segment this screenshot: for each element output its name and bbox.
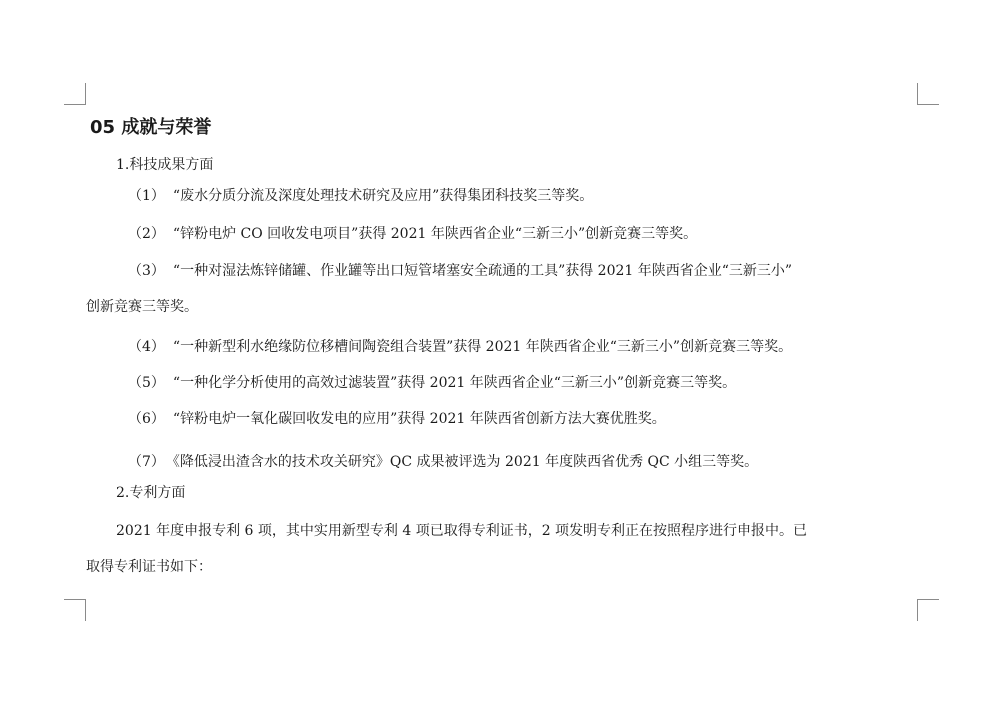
item-number: （6）: [128, 411, 165, 427]
crop-mark-top-left-h: [64, 104, 86, 105]
item-number: （7）: [128, 454, 165, 470]
item-number: （2）: [128, 226, 165, 242]
item-number: （5）: [128, 375, 165, 391]
tech-item-3: [128, 261, 792, 281]
item-text: “一种化学分析使用的高效过滤装置”获得 2021 年陕西省企业“三新三小”创新竞赛三等奖。: [172, 375, 737, 391]
crop-mark-top-left-v: [85, 83, 86, 105]
item-number: （3）: [128, 263, 165, 279]
item-text: 《降低浸出渣含水的技术攻关研究》QC 成果被评选为 2021 年度陕西省优秀 QC 小组三等奖。: [172, 454, 759, 470]
item-number: （1）: [128, 188, 165, 204]
patent-heading: 2.专利方面: [116, 485, 186, 501]
crop-mark-top-right-v: [917, 83, 918, 105]
section-title: 成就与荣誉: [121, 117, 212, 138]
crop-mark-bottom-right-h: [917, 599, 939, 600]
item-text: “锌粉电炉一氧化碳回收发电的应用”获得 2021 年陕西省创新方法大赛优胜奖。: [172, 411, 666, 427]
section-number: 05: [90, 117, 116, 138]
item-text: “废水分质分流及深度处理技术研究及应用”获得集团科技奖三等奖。: [172, 188, 594, 204]
patent-paragraph-line-1: 2021 年度申报专利 6 项，其中实用新型专利 4 项已取得专利证书，2 项发明专利正在按照程序进行申报中。已: [116, 523, 808, 539]
crop-mark-bottom-left-h: [64, 599, 86, 600]
crop-mark-top-right-h: [917, 104, 939, 105]
tech-heading: 1.科技成果方面: [116, 157, 214, 173]
tech-item-2: [128, 224, 697, 244]
tech-item-5: [128, 373, 736, 393]
item-text: “一种新型利水绝缘防位移槽间陶瓷组合装置”获得 2021 年陕西省企业“三新三小”创新竞赛三等奖。: [172, 339, 793, 355]
tech-item-6: [128, 409, 666, 429]
tech-item-1: [128, 186, 593, 206]
crop-mark-bottom-left-v: [85, 599, 86, 621]
item-text: “一种对湿法炼锌储罐、作业罐等出口短管堵塞安全疏通的工具”获得 2021 年陕西省企业“三新三小”: [172, 263, 793, 279]
item-text: “锌粉电炉 CO 回收发电项目”获得 2021 年陕西省企业“三新三小”创新竞赛三等奖。: [172, 226, 698, 242]
section-heading: [90, 113, 211, 139]
tech-item-7: [128, 452, 758, 472]
item-number: （4）: [128, 339, 165, 355]
crop-mark-bottom-right-v: [917, 599, 918, 621]
tech-item-4: [128, 337, 792, 357]
tech-item-3-continuation: 创新竞赛三等奖。: [86, 299, 198, 315]
patent-paragraph-line-2: 取得专利证书如下：: [86, 559, 212, 575]
